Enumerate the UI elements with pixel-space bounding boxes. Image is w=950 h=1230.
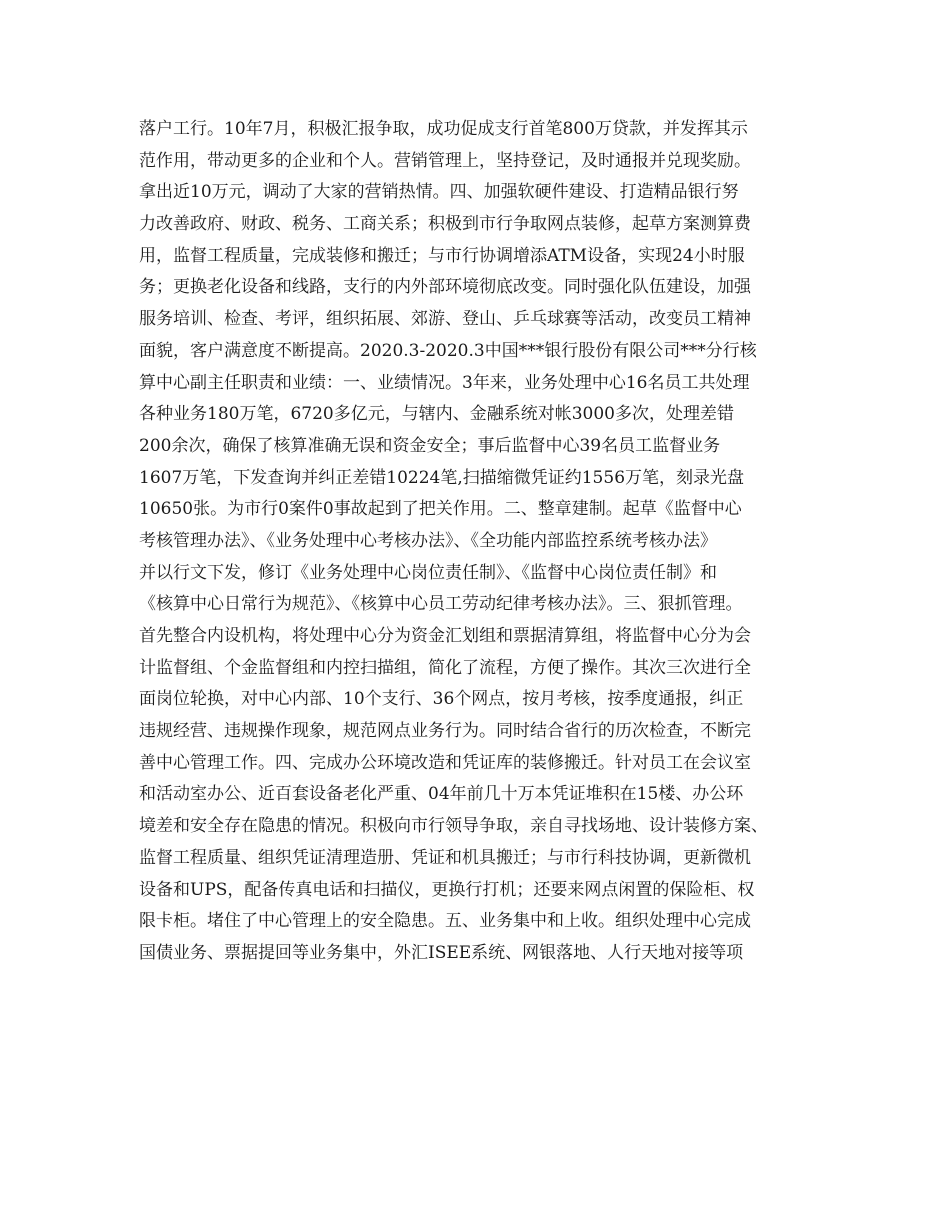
text-line: 1607万笔，下发查询并纠正差错10224笔,扫描缩微凭证约1556万笔，刻录光盘 — [139, 467, 745, 488]
text-line: 并以行文下发，修订《业务处理中心岗位责任制》、《监督中心岗位责任制》和 — [139, 562, 717, 583]
text-line: 200余次，确保了核算准确无误和资金安全；事后监督中心39名员工监督业务 — [139, 435, 721, 456]
text-line: 境差和安全存在隐患的情况。积极向市行领导争取，亲自寻找场地、设计装修方案、 — [139, 816, 768, 837]
text-line: 设备和UPS，配备传真电话和扫描仪，更换行打机；还要来网点闲置的保险柜、权 — [139, 879, 755, 900]
text-line: 面岗位轮换，对中心内部、10个支行、36个网点，按月考核，按季度通报，纠正 — [139, 689, 744, 710]
text-line: 《核算中心日常行为规范》、《核算中心员工劳动纪律考核办法》。三、狠抓管理。 — [139, 594, 743, 615]
text-line: 监督工程质量、组织凭证清理造册、凭证和机具搬迁；与市行科技协调，更新微机 — [139, 847, 751, 868]
text-line: 服务培训、检查、考评，组织拓展、郊游、登山、乒乓球赛等活动，改变员工精神 — [139, 309, 751, 330]
text-line: 面貌，客户满意度不断提高。2020.3-2020.3中国***银行股份有限公司***分行核 — [139, 340, 757, 361]
body-text — [139, 114, 829, 970]
text-line: 计监督组、个金监督组和内控扫描组，简化了流程，方便了操作。其次三次进行全 — [139, 657, 751, 678]
text-line: 首先整合内设机构，将处理中心分为资金汇划组和票据清算组，将监督中心分为会 — [139, 626, 751, 646]
text-line: 和活动室办公、近百套设备老化严重、04年前几十万本凭证堆积在15楼、办公环 — [139, 784, 744, 805]
text-line: 限卡柜。堵住了中心管理上的安全隐患。五、业务集中和上收。组织处理中心完成 — [139, 911, 751, 932]
text-line: 违规经营、违规操作现象，规范网点业务行为。同时结合省行的历次检查，不断完 — [139, 721, 751, 742]
text-line: 考核管理办法》、《业务处理中心考核办法》、《全功能内部监控系统考核办法》 — [139, 530, 717, 551]
text-line: 用，监督工程质量，完成装修和搬迁；与市行协调增添ATM设备，实现24小时服 — [139, 245, 745, 266]
text-line: 落户工行。10年7月，积极汇报争取，成功促成支行首笔800万贷款，并发挥其示 — [139, 119, 748, 139]
text-line: 善中心管理工作。四、完成办公环境改造和凭证库的装修搬迁。针对员工在会议室 — [139, 752, 751, 773]
text-line: 拿出近10万元，调动了大家的营销热情。四、加强软硬件建设、打造精品银行努 — [139, 182, 739, 203]
text-line: 范作用，带动更多的企业和个人。营销管理上，坚持登记，及时通报并兑现奖励。 — [139, 150, 751, 171]
text-line: 算中心副主任职责和业绩：一、业绩情况。3年来，业务处理中心16名员工共处理 — [139, 372, 750, 393]
text-line: 力改善政府、财政、税务、工商关系；积极到市行争取网点装修，起草方案测算费 — [139, 214, 751, 235]
text-line: 国债业务、票据提回等业务集中，外汇ISEE系统、网银落地、人行天地对接等项 — [139, 942, 744, 963]
text-line: 10650张。为市行0案件0事故起到了把关作用。二、整章建制。起草《监督中心 — [139, 499, 742, 520]
text-line: 各种业务180万笔，6720多亿元，与辖内、金融系统对帐3000多次，处理差错 — [139, 404, 734, 425]
text-line: 务；更换老化设备和线路，支行的内外部环境彻底改变。同时强化队伍建设，加强 — [139, 277, 751, 298]
